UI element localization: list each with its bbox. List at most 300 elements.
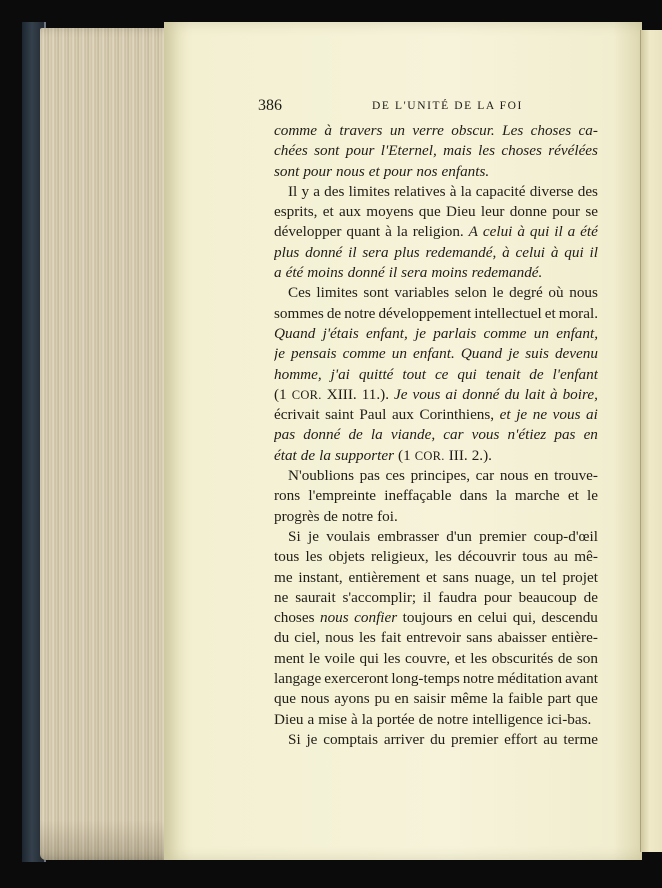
facing-page-edge <box>640 30 662 852</box>
word: tous <box>274 548 300 566</box>
word: verre <box>412 122 444 139</box>
word: la <box>492 690 504 708</box>
word: je <box>274 345 285 363</box>
word: pensais <box>291 345 337 363</box>
word: la <box>361 710 373 728</box>
word: enfants. <box>441 162 490 180</box>
word: embrasser <box>377 527 439 545</box>
word: donne <box>509 203 547 221</box>
word: variables <box>394 284 450 302</box>
text-line <box>274 608 598 628</box>
word: progrès <box>274 507 320 525</box>
word: un <box>391 345 407 363</box>
text-line <box>274 365 598 385</box>
word: entrevoir <box>406 629 462 647</box>
word: tous <box>522 548 548 566</box>
word: ces <box>385 467 405 485</box>
word: donné <box>462 385 500 403</box>
word: de <box>300 446 316 464</box>
word: choses <box>530 122 572 139</box>
word: aux <box>391 406 414 424</box>
word: sans <box>442 568 469 586</box>
text-line <box>274 446 598 466</box>
word: couvre, <box>404 649 451 667</box>
word: l'enfant <box>552 365 598 383</box>
word: de <box>326 304 342 322</box>
word: celui <box>515 243 546 261</box>
word: comme <box>342 345 386 363</box>
word: les <box>434 548 452 566</box>
word: entière- <box>551 629 598 647</box>
word: choses <box>274 609 315 627</box>
word: lait <box>524 385 545 403</box>
word: COR. <box>291 387 322 402</box>
text-line <box>274 182 598 202</box>
word: développer <box>274 223 342 241</box>
word: un <box>533 324 549 342</box>
text-line <box>274 385 598 405</box>
text-line <box>274 202 598 222</box>
word: nous <box>569 284 598 302</box>
word: et <box>544 304 556 322</box>
word: qui <box>457 365 477 383</box>
word: n'étiez <box>507 426 547 444</box>
word: sera <box>362 243 389 261</box>
word: et <box>499 406 511 424</box>
word: Dieu <box>446 203 476 221</box>
text-line <box>274 568 598 588</box>
text-line <box>274 588 598 608</box>
word: Quand <box>460 345 503 363</box>
word: fait <box>380 629 402 647</box>
word: plus <box>274 243 300 261</box>
body-text <box>274 121 598 750</box>
word: Les <box>502 122 524 139</box>
text-line <box>274 324 598 344</box>
word: intelligence <box>472 710 544 728</box>
word: en <box>534 467 549 485</box>
word: le <box>492 284 504 302</box>
word: marche <box>514 487 560 505</box>
word: entièrement <box>348 568 421 586</box>
word: comme <box>274 122 318 139</box>
word: à <box>324 122 332 139</box>
word: saisir <box>413 690 446 708</box>
word: comme <box>483 324 527 342</box>
word: sont <box>363 284 389 302</box>
word: notre <box>344 304 376 322</box>
word: car <box>443 426 464 444</box>
word: ayons <box>334 690 370 708</box>
word: Si <box>288 730 301 748</box>
word: il <box>554 223 563 241</box>
word: voulais <box>326 527 371 545</box>
text-line <box>274 486 598 506</box>
text-line <box>274 649 598 669</box>
word: notre <box>341 507 374 525</box>
word: la <box>319 446 331 464</box>
word: ineffaçable <box>384 487 452 505</box>
word: vous <box>552 406 581 424</box>
word: tenait <box>485 365 521 383</box>
word: je <box>508 345 520 363</box>
word: objets <box>328 548 365 566</box>
word: il <box>422 588 432 606</box>
word: XIII. <box>326 385 357 403</box>
word: donné <box>347 264 385 282</box>
word: donné <box>303 426 341 444</box>
word: les <box>478 142 496 160</box>
word: notre <box>436 710 469 728</box>
word: qui, <box>512 609 536 627</box>
word: Quand <box>274 324 316 342</box>
word: qui <box>564 243 584 261</box>
word: ment <box>274 649 305 667</box>
text-line <box>274 710 598 730</box>
word: limites <box>348 182 390 200</box>
word: pas <box>274 426 296 444</box>
word: écrivait <box>274 406 320 424</box>
word: long-temps <box>391 670 460 688</box>
word: nuage, <box>474 568 515 586</box>
word: pas <box>554 426 576 444</box>
word: révélées <box>548 142 598 160</box>
word: moral. <box>558 304 598 322</box>
word: son <box>576 649 598 667</box>
word: me <box>274 568 293 586</box>
word: été <box>580 223 598 241</box>
word: voile <box>324 649 355 667</box>
word: travers <box>339 122 383 139</box>
word: ai <box>445 385 458 403</box>
word: instant, <box>298 568 343 586</box>
page-number: 386 <box>258 97 282 114</box>
word: ciel, <box>294 629 321 647</box>
word: nous <box>319 609 349 627</box>
word: nous <box>499 467 529 485</box>
word: état <box>274 446 297 464</box>
word: notre <box>462 670 495 688</box>
word: et <box>425 568 437 586</box>
word: Dieu <box>274 710 304 728</box>
word: pour <box>383 162 413 180</box>
word: religieux, <box>370 548 429 566</box>
word: il <box>589 243 598 261</box>
word: nous <box>325 629 354 647</box>
word: ca- <box>578 122 598 139</box>
text-line <box>274 243 598 263</box>
word: nos <box>416 162 438 180</box>
word: pour <box>345 142 375 160</box>
word: coup-d'œil <box>533 527 598 545</box>
text-line <box>274 263 598 283</box>
word: un <box>389 122 405 139</box>
word: méditation <box>497 670 563 688</box>
word: toujours <box>402 609 453 627</box>
word: j'étais <box>322 324 359 342</box>
word: part <box>547 690 572 708</box>
word: a <box>274 264 282 282</box>
text-line <box>274 344 598 364</box>
word: relatives <box>394 182 446 200</box>
word: la <box>396 223 408 241</box>
word: mais <box>443 142 472 160</box>
word: des <box>577 182 598 200</box>
word: esprits, <box>274 203 318 221</box>
word: que <box>418 203 441 221</box>
word: confier <box>354 609 398 627</box>
word: moyens <box>366 203 414 221</box>
word: des <box>324 182 345 200</box>
word: du <box>274 629 290 647</box>
word: (1 <box>398 446 411 464</box>
word: faible <box>508 690 543 708</box>
word: exerceront <box>324 670 389 688</box>
word: homme, <box>274 365 322 383</box>
word: leur <box>480 203 505 221</box>
text-line <box>274 121 598 141</box>
word: foi. <box>377 507 398 525</box>
word: mê- <box>574 548 598 566</box>
word: d'un <box>446 527 472 545</box>
word: celui <box>482 223 513 241</box>
word: avant <box>565 670 598 688</box>
word: parlais <box>433 324 477 342</box>
word: ne <box>274 588 289 606</box>
word: saurait <box>295 588 336 606</box>
word: obscurités <box>491 649 554 667</box>
word: suis <box>525 345 549 363</box>
text-line <box>274 669 598 689</box>
word: sont <box>274 162 300 180</box>
word: langage <box>274 670 322 688</box>
word: enfant. <box>412 345 455 363</box>
word: devenu <box>554 345 598 363</box>
text-line <box>274 628 598 648</box>
word: enfant, <box>556 324 598 342</box>
word: découvrir <box>457 548 517 566</box>
word: les <box>305 548 323 566</box>
word: à <box>385 223 392 241</box>
word: a <box>313 182 320 200</box>
word: religion. <box>412 223 464 241</box>
text-line <box>274 304 598 324</box>
word: supporter <box>334 446 395 464</box>
word: chées <box>274 142 308 160</box>
word: pu <box>374 690 390 708</box>
word: moins <box>307 264 344 282</box>
word: ce <box>434 365 449 383</box>
word: pour <box>552 203 581 221</box>
word: Paul <box>359 406 387 424</box>
text-line <box>274 405 598 425</box>
word: que <box>274 690 296 708</box>
word: abaisser <box>497 629 547 647</box>
word: terme <box>563 730 598 748</box>
word: ne <box>532 406 548 424</box>
word: été <box>285 264 304 282</box>
word: sommes <box>274 304 324 322</box>
word: limites <box>316 284 358 302</box>
word: 2.). <box>471 446 492 464</box>
word: projet <box>562 568 598 586</box>
word: a <box>567 223 576 241</box>
word: arriver <box>383 730 425 748</box>
word: diverse <box>529 182 574 200</box>
word: l'empreinte <box>308 487 377 505</box>
word: et <box>454 649 466 667</box>
word: Corinthiens, <box>419 406 495 424</box>
text-line <box>274 162 598 182</box>
word: la <box>370 426 383 444</box>
word: à <box>550 243 559 261</box>
word: degré <box>509 284 543 302</box>
word: sont <box>314 142 340 160</box>
word: descendu <box>541 609 598 627</box>
word: plus <box>394 243 420 261</box>
word: principes, <box>410 467 471 485</box>
word: enfant, <box>366 324 408 342</box>
word: et <box>567 487 579 505</box>
word: en <box>394 690 409 708</box>
word: que <box>575 690 598 708</box>
word: qui <box>359 649 379 667</box>
word: ai <box>586 406 598 424</box>
word: pas <box>359 467 380 485</box>
word: les <box>383 649 401 667</box>
word: y <box>301 182 310 200</box>
word: choses <box>501 142 542 160</box>
word: le <box>587 487 598 505</box>
word: du <box>430 730 446 748</box>
word: l'Eternel, <box>380 142 437 160</box>
word: portée <box>376 710 415 728</box>
word: il <box>388 264 398 282</box>
word: A <box>468 223 478 241</box>
text-line <box>274 425 598 445</box>
word: de <box>529 365 544 383</box>
word: vous <box>471 426 500 444</box>
text-line <box>274 507 598 527</box>
word: à <box>350 710 358 728</box>
word: au <box>543 730 558 748</box>
text-line <box>274 689 598 709</box>
word: selon <box>454 284 487 302</box>
word: a <box>307 710 315 728</box>
word: aux <box>339 203 361 221</box>
word: Je <box>394 385 408 403</box>
word: moins <box>431 264 468 282</box>
word: je <box>516 406 528 424</box>
word: car <box>475 467 495 485</box>
word: effort <box>504 730 538 748</box>
word: trouve- <box>554 467 598 485</box>
word: de <box>348 426 363 444</box>
word: vous <box>412 385 441 403</box>
word: quant <box>346 223 381 241</box>
word: celui <box>477 609 508 627</box>
word: les <box>470 649 488 667</box>
word: capacité <box>475 182 526 200</box>
word: en <box>583 426 598 444</box>
word: rons <box>274 487 301 505</box>
word: où <box>548 284 564 302</box>
word: à <box>517 223 525 241</box>
word: ici-bas. <box>547 710 592 728</box>
word: Si <box>288 527 301 545</box>
text-line <box>274 283 598 303</box>
word: du <box>504 385 520 403</box>
text-line <box>274 141 598 161</box>
word: pour <box>303 162 333 180</box>
word: Il <box>288 182 298 200</box>
word: 11.). <box>361 385 389 403</box>
text-line <box>274 547 598 567</box>
word: même <box>450 690 488 708</box>
word: le <box>308 649 320 667</box>
word: s'accomplir; <box>342 588 417 606</box>
text-line <box>274 730 598 750</box>
word: de <box>323 507 338 525</box>
word: boire, <box>562 385 598 403</box>
word: COR. <box>414 448 445 463</box>
word: premier <box>479 527 527 545</box>
word: de <box>583 588 598 606</box>
word: tel <box>541 568 557 586</box>
word: intellectuel <box>474 304 542 322</box>
word: nous <box>300 690 330 708</box>
word: la <box>460 182 472 200</box>
word: de <box>557 649 573 667</box>
word: saint <box>325 406 354 424</box>
word: N'oublions <box>288 467 355 485</box>
word: donné <box>305 243 343 261</box>
word: qui <box>529 223 550 241</box>
word: pour <box>483 588 512 606</box>
word: redemandé. <box>471 264 543 282</box>
word: nous <box>336 162 365 180</box>
word: à <box>449 182 457 200</box>
word: à <box>549 385 558 403</box>
word: (1 <box>274 385 287 403</box>
word: au <box>553 548 569 566</box>
text-line <box>274 466 598 486</box>
word: à <box>502 243 510 261</box>
word: obscur. <box>451 122 495 139</box>
word: la <box>495 487 507 505</box>
word: tout <box>402 365 426 383</box>
word: je <box>415 324 426 342</box>
word: les <box>358 629 376 647</box>
word: et <box>368 162 380 180</box>
word: se <box>585 203 598 221</box>
word: j'ai <box>330 365 350 383</box>
word: dans <box>459 487 488 505</box>
word: sera <box>401 264 428 282</box>
word: un <box>520 568 536 586</box>
text-line <box>274 527 598 547</box>
word: de <box>418 710 433 728</box>
word: je <box>307 527 319 545</box>
running-head: DE L'UNITÉ DE LA FOI <box>372 100 523 112</box>
word: faudra <box>438 588 478 606</box>
word: quitté <box>358 365 394 383</box>
word: mise <box>318 710 347 728</box>
word: beaucoup <box>518 588 577 606</box>
word: Ces <box>288 284 311 302</box>
word: redemandé, <box>425 243 497 261</box>
word: je <box>306 730 318 748</box>
